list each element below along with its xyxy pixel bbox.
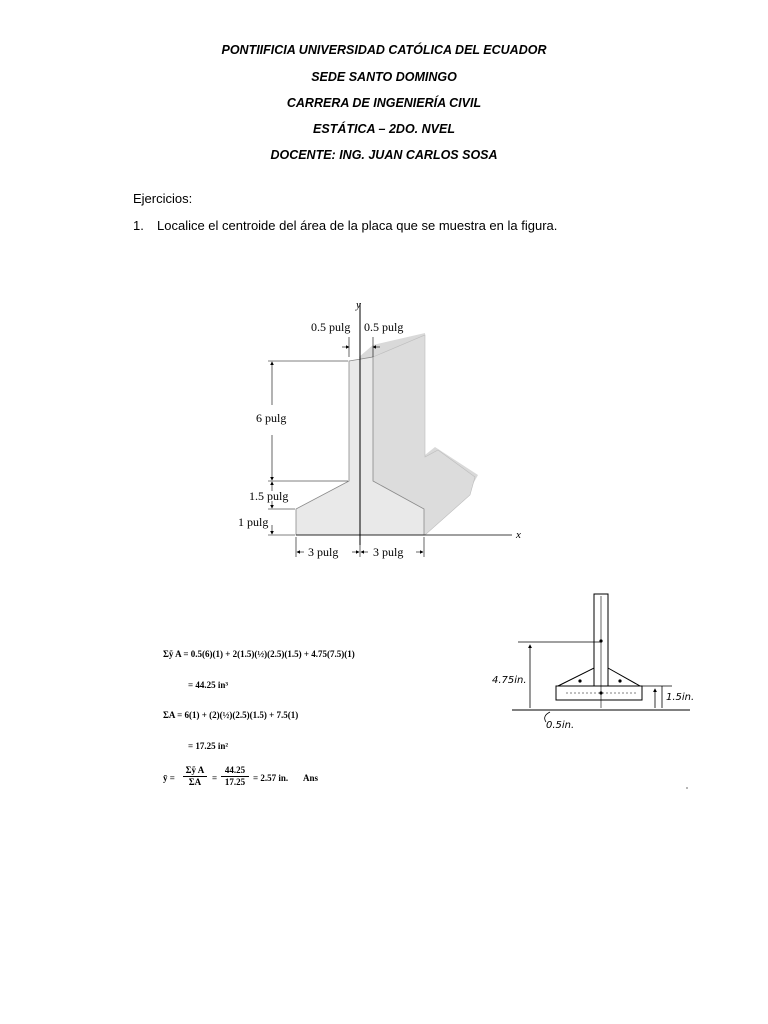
fraction-2-den: 17.25 xyxy=(224,777,246,787)
item-text: Localice el centroide del área de la placa que se muestra en la figura. xyxy=(157,218,558,233)
sketch-taper xyxy=(558,668,640,686)
fraction-2-num: 44.25 xyxy=(221,765,249,777)
equation-sum-a: ΣA = 6(1) + (2)(½)(2.5)(1.5) + 7.5(1) xyxy=(163,710,299,720)
y-axis-label: y xyxy=(356,299,361,311)
header-course: ESTÁTICA – 2DO. NVEL xyxy=(313,122,455,136)
fraction-1-num: Σỹ A xyxy=(183,765,207,777)
fraction-2 xyxy=(221,765,249,788)
ybar-label: ȳ = xyxy=(163,773,175,783)
dim-bottom-right: 3 pulg xyxy=(373,545,404,559)
item-number: 1. xyxy=(133,218,144,233)
ybar-result: = 2.57 in. xyxy=(253,773,289,783)
section-label: Ejercicios: xyxy=(133,191,193,206)
x-axis-label: x xyxy=(516,529,521,541)
dim-taper-height: 1.5 pulg xyxy=(249,489,289,503)
sketch-label-475: 4.75in. xyxy=(492,675,527,686)
dim-top-left: 0.5 pulg xyxy=(311,320,351,334)
fraction-1-den: ΣA xyxy=(188,777,202,787)
plate-figure xyxy=(230,295,540,565)
header-career: CARRERA DE INGENIERÍA CIVIL xyxy=(286,96,482,110)
solution-block xyxy=(163,645,493,795)
sketch-label-15: 1.5in. xyxy=(666,692,695,703)
header-campus: SEDE SANTO DOMINGO xyxy=(311,70,457,84)
dim-top-right: 0.5 pulg xyxy=(364,320,404,334)
equation-sum-ya: Σỹ A = 0.5(6)(1) + 2(1.5)(½)(2.5)(1.5) + 4.75(7.5)(1) xyxy=(163,649,355,659)
sketch-figure xyxy=(490,590,720,750)
header-teacher: DOCENTE: ING. JUAN CARLOS SOSA xyxy=(270,148,498,162)
answer-label: Ans xyxy=(303,773,319,783)
dim-web-height: 6 pulg xyxy=(256,411,287,425)
fraction-equals: = xyxy=(212,773,218,783)
equation-sum-ya-result: = 44.25 in³ xyxy=(188,680,229,690)
header-university: PONTIIFICIA UNIVERSIDAD CATÓLICA DEL ECUADOR xyxy=(221,43,547,57)
dim-bottom-left: 3 pulg xyxy=(308,545,339,559)
dim-base-height: 1 pulg xyxy=(238,515,269,529)
equation-sum-a-result: = 17.25 in² xyxy=(188,741,229,751)
sketch-label-05: 0.5in. xyxy=(546,720,575,731)
fraction-1 xyxy=(183,765,207,788)
